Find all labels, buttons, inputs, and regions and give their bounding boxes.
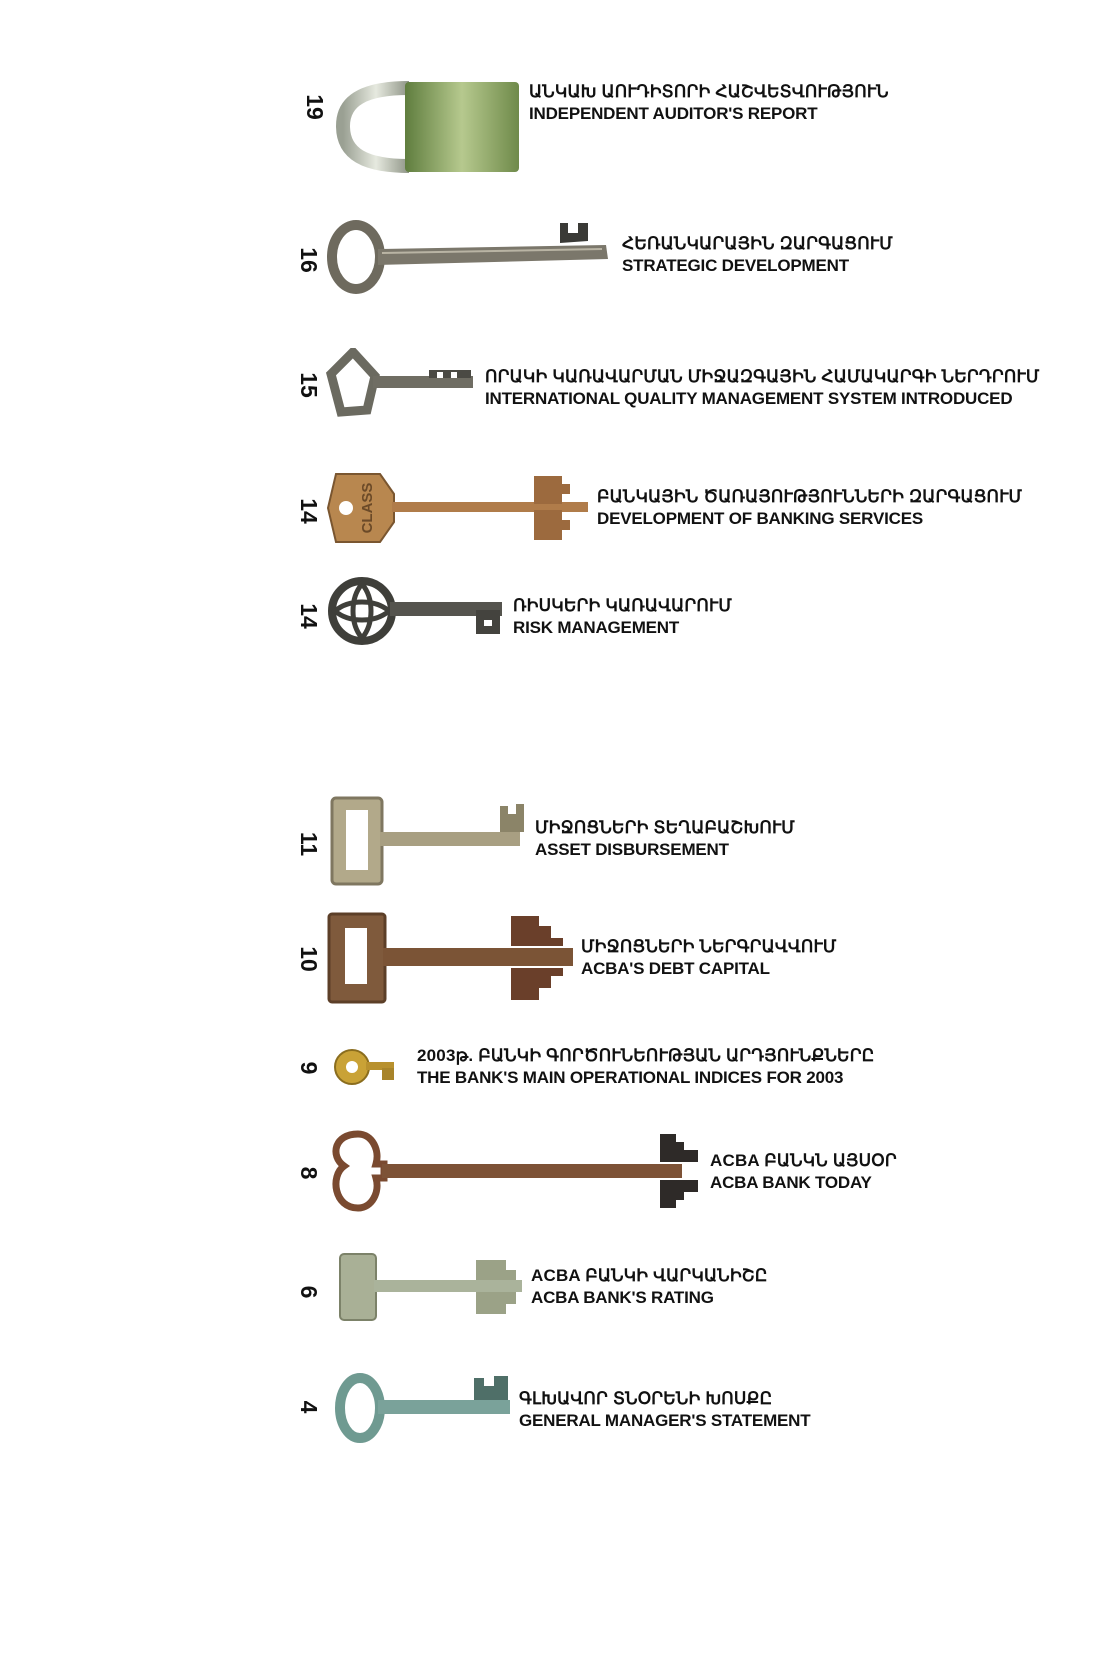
page-number: 10 [296,946,322,972]
entry-title [513,595,732,639]
page-number: 14 [296,603,322,629]
rectangular-bow-key-icon [328,794,526,888]
page-number: 16 [296,247,322,273]
page-number: 15 [296,372,322,398]
safe-key-icon [327,910,577,1006]
title-armenian: ԲԱՆԿԱՅԻՆ ԾԱՌԱՅՈՒԹՅՈՒՆՆԵՐԻ ԶԱՐԳԱՑՈՒՄ [597,487,1023,506]
title-english: RISK MANAGEMENT [513,618,680,637]
title-armenian: ՀԵՌԱՆԿԱՐԱՅԻՆ ԶԱՐԳԱՑՈՒՄ [622,234,893,253]
entry-title [710,1150,897,1194]
entry-title [485,366,1040,410]
page-number: 14 [296,498,322,524]
entry-title [622,233,893,277]
title-armenian: ԳԼԽԱՎՈՐ ՏՆՕՐԵՆԻ ԽՈՍՔԸ [519,1389,773,1408]
title-armenian: 2003թ. ԲԱՆԿԻ ԳՈՐԾՈՒՆԵՈՒԹՅԱՆ ԱՐԴՅՈՒՆՔՆԵՐԸ [417,1046,875,1065]
page-number: 8 [296,1166,322,1180]
title-armenian: ՄԻՋՈՑՆԵՐԻ ՆԵՐԳՐԱՎՎՈՒՄ [581,937,837,956]
title-english: ACBA BANK'S RATING [531,1288,714,1307]
entry-title [519,1388,810,1432]
entry-title [597,486,1022,530]
title-english: INTERNATIONAL QUALITY MANAGEMENT SYSTEM INTRODUCED [485,389,1013,408]
key-bow-text: CLASS [358,482,376,534]
title-english: STRATEGIC DEVELOPMENT [622,256,849,275]
title-armenian: ՌԻՍԿԵՐԻ ԿԱՌԱՎԱՐՈՒՄ [513,596,733,615]
title-english: DEVELOPMENT OF BANKING SERVICES [597,509,923,528]
title-english: THE BANK'S MAIN OPERATIONAL INDICES FOR 2003 [417,1068,844,1087]
flat-key-icon [336,1250,526,1324]
title-english: GENERAL MANAGER'S STATEMENT [519,1411,811,1430]
padlock-icon [325,78,525,176]
small-brass-key-icon [332,1040,398,1094]
title-armenian: ԱՆԿԱԽ ԱՈՒԴԻՏՈՐԻ ՀԱՇՎԵՏՎՈՒԹՅՈՒՆ [529,82,889,101]
class-key-icon [326,470,594,546]
teal-key-icon [334,1370,514,1446]
entry-title [535,817,795,861]
entry-title [529,81,889,125]
title-english: INDEPENDENT AUDITOR'S REPORT [529,104,818,123]
entry-title [417,1045,874,1089]
oval-bow-key-icon [322,215,614,299]
page-number: 4 [296,1400,322,1414]
title-armenian: ACBA ԲԱՆԿԻ ՎԱՐԿԱՆԻՇԸ [531,1266,768,1285]
title-english: ACBA BANK TODAY [710,1173,872,1192]
page-number: 11 [296,831,322,857]
page-number: 19 [302,94,328,120]
clover-bow-key-icon [326,574,508,648]
title-armenian: ՄԻՋՈՑՆԵՐԻ ՏԵՂԱԲԱՇԽՈՒՄ [535,818,795,837]
page-number: 9 [296,1061,322,1075]
entry-title [581,936,837,980]
entry-title [531,1265,768,1309]
title-english: ASSET DISBURSEMENT [535,840,729,859]
title-english: ACBA'S DEBT CAPITAL [581,959,770,978]
ornate-long-key-icon [328,1126,704,1216]
pentagon-bow-key-icon [325,348,479,420]
title-armenian: ՈՐԱԿԻ ԿԱՌԱՎԱՐՄԱՆ ՄԻՋԱԶԳԱՅԻՆ ՀԱՄԱԿԱՐԳԻ ՆԵՐԴՐՈՒՄ [485,367,1040,386]
page-number: 6 [296,1285,322,1299]
title-armenian: ACBA ԲԱՆԿՆ ԱՅՍՕՐ [710,1151,897,1170]
